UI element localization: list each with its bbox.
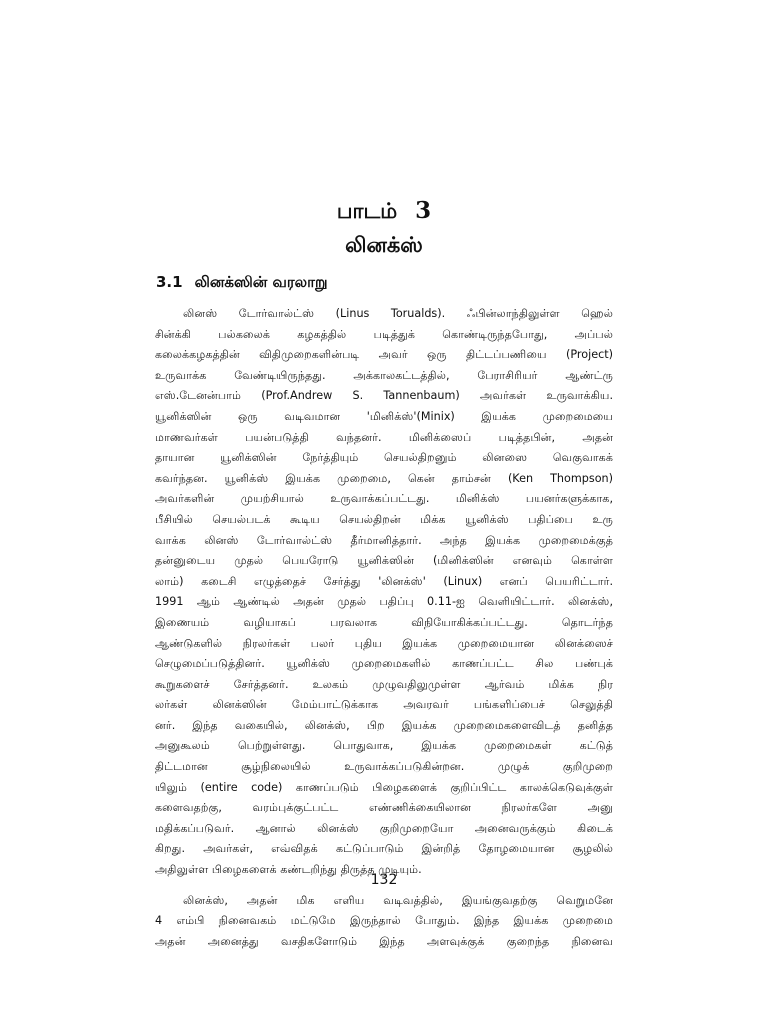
text-line: கலைக்கழகத்தின் விதிமுறைகளின்படி அவர் ஒரு திட்டப்பணியை (Project) (155, 348, 613, 362)
chapter-label (0, 194, 768, 228)
text-line: ஆண்டுகளில் நிரலர்கள் பலர் புதிய இயக்க முறைமையான லினக்ஸைச் (155, 636, 613, 650)
text-line: மதிக்கப்படுவர். ஆனால் லினக்ஸ் குறிமுறையோ அனைவருக்கும் கிடைக் (155, 821, 613, 835)
text-line: அனுகூலம் பெற்றுள்ளது. பொதுவாக, இயக்க முறைமைகள் கட்டுத் (155, 739, 613, 753)
text-line: எஸ்.டேனன்பாம் (Prof.Andrew S. Tannenbaum) அவர்கள் உருவாக்கிய. (155, 389, 613, 403)
text-line: லினக்ஸ், அதன் மிக எளிய வடிவத்தில், இயங்குவதற்கு வெறுமனே (183, 893, 613, 907)
text-line: தன்னுடைய முதல் பெயரோடு யூனிக்ஸின் (மினிக்ஸின் எனவும் கொள்ள (155, 554, 613, 568)
chapter-number: 3 (415, 197, 432, 224)
text-line: அதன் அனைத்து வசதிகளோடும் இந்த அளவுக்குக் குறைந்த நினைவ (155, 934, 613, 948)
text-line: களைவதற்கு, வரம்புக்குட்பட்ட எண்ணிக்கையிலான நிரலர்களே அனு (155, 801, 613, 815)
text-line: 4 எம்பி நினைவகம் மட்டுமே இருந்தால் போதும். இந்த இயக்க முறைமை (155, 914, 613, 928)
text-line: உருவாக்க வேண்டியிருந்தது. அக்காலகட்டத்தில், பேராசிரியர் ஆண்ட்ரு (155, 368, 613, 382)
text-line: சின்க்கி பல்கலைக் கழகத்தில் படித்துக் கொண்டிருந்தபோது, அப்பல் (155, 327, 613, 341)
text-line: அவர்களின் முயற்சியால் உருவாக்கப்பட்டது. மினிக்ஸ் பயனர்களுக்காக, (155, 492, 613, 506)
section-number: 3.1 (156, 273, 183, 291)
text-line: திட்டமான சூழ்நிலையில் உருவாக்கப்படுகின்றன. முழுக் குறிமுறை (155, 760, 613, 774)
paragraph (155, 304, 613, 881)
text-line: னர். இந்த வகையில், லினக்ஸ், பிற இயக்க முறைமைகளைவிடத் தனித்த (155, 718, 613, 732)
chapter-label-text: பாடம் (336, 199, 398, 223)
text-line: கவர்ந்தன. யூனிக்ஸ் இயக்க முறைமை, கென் தாம்சன் (Ken Thompson) (155, 471, 613, 485)
text-line: மாணவர்கள் பயன்படுத்தி வந்தனர். மினிக்ஸைப் படித்தபின், அதன் (155, 430, 613, 444)
text-line: அதிலுள்ள பிழைகளைக் கண்டறிந்து திருத்த முடியும். (155, 863, 422, 877)
text-line: செழுமைப்படுத்தினர். யூனிக்ஸ் முறைமைகளில் காணப்பட்ட சில பண்புக் (155, 657, 613, 671)
text-line: யூனிக்ஸின் ஒரு வடிவமான 'மினிக்ஸ்'(Minix) இயக்க முறைமையை (155, 409, 613, 423)
text-line: 1991 ஆம் ஆண்டில் அதன் முதல் பதிப்பு 0.11-ஐ வெளியிட்டார். லினக்ஸ், (155, 595, 613, 609)
text-line: கிறது. அவர்கள், எவ்விதக் கட்டுப்பாடும் இன்றித் தோழமையான சூழலில் (155, 842, 613, 856)
text-line: லினஸ் டோர்வால்ட்ஸ் (Linus Torualds). ஃபின்லாந்திலுள்ள ஹெல் (183, 307, 613, 320)
page-number: 132 (370, 872, 398, 888)
chapter-heading (0, 194, 768, 262)
text-line: லாம்) கடைசி எழுத்தைச் சேர்த்து 'லினக்ஸ்' (Linux) எனப் பெயரிட்டார். (155, 574, 613, 588)
text-line: இணையம் வழியாகப் பரவலாக விநியோகிக்கப்பட்டது. தொடர்ந்த (155, 615, 613, 629)
text-line: தாயான யூனிக்ஸின் நேர்த்தியும் செயல்திறனும் லினஸை வெகுவாகக் (155, 451, 613, 465)
text-line: லர்கள் லினக்ஸின் மேம்பாட்டுக்காக அவரவர் பங்களிப்பைச் செலுத்தி (155, 698, 613, 712)
text-line: கூறுகளைச் சேர்த்தனர். உலகம் முழுவதிலுமுள்ள ஆர்வம் மிக்க நிர (155, 677, 613, 691)
paragraph (155, 891, 613, 953)
section-title: லினக்ஸின் வரலாறு (194, 273, 328, 291)
section-heading (156, 273, 328, 293)
text-line: யிலும் (entire code) காணப்படும் பிழைகளைக் குறிப்பிட்ட காலக்கெடுவுக்குள் (155, 780, 613, 794)
text-line: பீசியில் செயல்படக் கூடிய செயல்திறன் மிக்க யூனிக்ஸ் பதிப்பை உரு (155, 512, 613, 526)
text-line: வாக்க லினஸ் டோர்வால்ட்ஸ் தீர்மானித்தார். அந்த இயக்க முறைமைக்குத் (155, 533, 613, 547)
body-text (155, 304, 613, 952)
chapter-title: லினக்ஸ் (345, 233, 423, 257)
